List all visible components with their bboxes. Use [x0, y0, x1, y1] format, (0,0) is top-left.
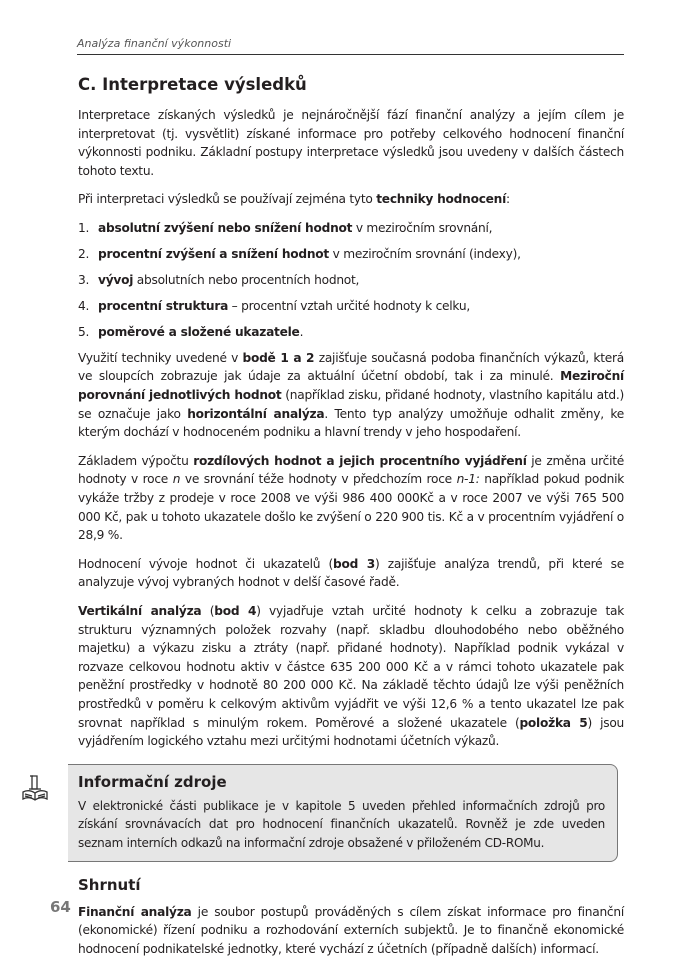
summary-title: Shrnutí	[78, 875, 141, 894]
text-run: například pokud podnik vykáže tržby z prodeje v roce 2008 ve výši 986 400 000Kč a v roce 2007 ve výši 765 500 000 Kč, pak u tohoto ukazatele došlo ke zvýšení o 220 900 tis. Kč a v procentním vyjádření o 28,9 %.	[78, 472, 625, 543]
bold-term: horizontální analýza	[187, 406, 325, 421]
text-run: :	[506, 192, 510, 207]
bold-term: bodě 1 a 2	[242, 350, 315, 365]
intro-paragraph	[78, 106, 624, 180]
body-paragraph	[78, 452, 624, 545]
bold-term: absolutní zvýšení nebo snížení hodnot	[98, 220, 353, 235]
bold-term: bod 3	[332, 556, 375, 571]
bold-term: rozdílových hodnot a jejich procentního vyjádření	[193, 453, 527, 468]
text-run: Využití techniky uvedené v	[78, 350, 243, 365]
text-run: je soubor postupů prováděných s cílem získat informace pro finanční (ekonomické) řízení podniku a rozhodování externích subjektů. Je to finančně ekonomické hodnocení podnikatelské jednotky, které vychází z účetních (případně dalších) informací.	[78, 904, 624, 956]
bold-term: vývoj	[98, 272, 134, 287]
bold-term: Vertikální analýza	[78, 604, 202, 619]
list-number: 2.	[78, 246, 90, 261]
list-item	[78, 271, 624, 290]
techniques-list	[78, 219, 624, 342]
info-box-title: Informační zdroje	[78, 772, 227, 791]
list-number: 5.	[78, 324, 90, 339]
text-run: ) jsou vyjádřením logického vztahu mezi určitými hodnotami účetních výkazů.	[78, 715, 625, 749]
text-run: ) vyjadřuje vztah určité hodnoty k celku a zobrazuje tak strukturu významných položek rozvahy (např. skladbu dlouhodobého nebo oběžného majetku) a výkazu zisku a ztráty (např. přidané hodnoty). Například podnik vykázal v rozvaze celkovou hodnotu aktiv v částce 635 200 000 Kč a v rámci tohoto ukazatele pak peněžní prostředky v hodnotě 80 200 000 Kč. Na základě těchto údajů lze výši peněžních prostředků v poměru k celkovým aktivům vyjádřit ve výši 12,6 % a tento ukazatel lze pak srovnat například s minulým rokem. Poměrové a složené ukazatele (	[78, 604, 624, 730]
list-item	[78, 297, 624, 316]
bold-term: bod 4	[214, 604, 257, 619]
text-run: Při interpretaci výsledků se používají zejména tyto	[78, 192, 377, 207]
bold-term: položka 5	[519, 715, 588, 730]
list-number: 4.	[78, 298, 90, 313]
bold-term: techniky hodnocení	[376, 192, 507, 207]
text-run: v meziročním srovnání,	[352, 220, 493, 235]
page-number: 64	[50, 898, 71, 916]
bold-term: Meziroční porovnání jednotlivých hodnot	[78, 369, 624, 403]
bold-term: poměrové a složené ukazatele	[98, 324, 300, 339]
body-paragraph	[78, 349, 624, 442]
info-book-icon	[20, 773, 50, 803]
info-box	[68, 764, 618, 862]
text-run: . Tento typ analýzy umožňuje odhalit změny, ke kterým dochází v hodnoceném podniku a hlavní trendy v jeho hospodaření.	[78, 406, 624, 440]
text-run: ) zajišťuje analýza trendů, při které se analyzuje vývoj vybraných hodnot v delší časové řadě.	[78, 556, 625, 590]
text-run: .	[299, 324, 304, 339]
text-run: Interpretace získaných výsledků je nejnáročnější fází finanční analýzy a jejím cílem je interpretovat (tj. vysvětlit) získané informace pro potřeby celkového hodnocení finanční výkonnosti podniku. Základní postupy interpretace výsledků jsou uvedeny v dalších částech tohoto textu.	[78, 108, 624, 178]
italic-term: n	[172, 472, 181, 487]
page-content	[78, 75, 624, 968]
text-run: v meziročním srovnání (indexy),	[328, 246, 521, 261]
bold-term: procentní zvýšení a snížení hodnot	[98, 246, 329, 261]
bold-term: Finanční analýza	[78, 904, 192, 919]
text-run: Hodnocení vývoje hodnot či ukazatelů (	[78, 556, 333, 571]
intro-paragraph	[78, 190, 624, 209]
text-run: (	[201, 604, 215, 619]
summary-paragraph	[78, 903, 624, 959]
running-header: Analýza finanční výkonnosti	[77, 37, 232, 50]
body-paragraph	[78, 555, 624, 592]
list-number: 1.	[78, 220, 90, 235]
italic-term: n-1:	[456, 472, 480, 487]
text-run: ve srovnání téže hodnoty v předchozím roce	[180, 472, 457, 487]
list-number: 3.	[78, 272, 90, 287]
text-run: absolutních nebo procentních hodnot,	[133, 272, 360, 287]
list-item	[78, 323, 624, 342]
text-run: – procentní vztah určité hodnoty k celku,	[228, 298, 470, 313]
header-rule	[77, 54, 624, 55]
section-title: C. Interpretace výsledků	[78, 75, 307, 94]
text-run: je změna určité hodnoty v roce	[78, 453, 624, 487]
list-item	[78, 245, 624, 264]
text-run: (například zisku, přidané hodnoty, vlastního kapitálu atd.) se označuje jako	[78, 388, 624, 421]
body-paragraph	[78, 602, 624, 751]
info-box-text: V elektronické části publikace je v kapitole 5 uveden přehled informačních zdrojů pro získání srovnávacích dat pro hodnocení finančních ukazatelů. Rovněž je zde uveden seznam interních odkazů na informační zdroje obsažené v přiloženém CD-ROMu.	[78, 798, 605, 850]
text-run: zajišťuje současná podoba finančních výkazů, která ve sloupcích zobrazuje jak údaje za aktuální účetní období, tak i za minulé.	[78, 350, 624, 384]
text-run: Základem výpočtu	[78, 453, 194, 468]
bold-term: procentní struktura	[98, 298, 229, 313]
list-item	[78, 219, 624, 238]
